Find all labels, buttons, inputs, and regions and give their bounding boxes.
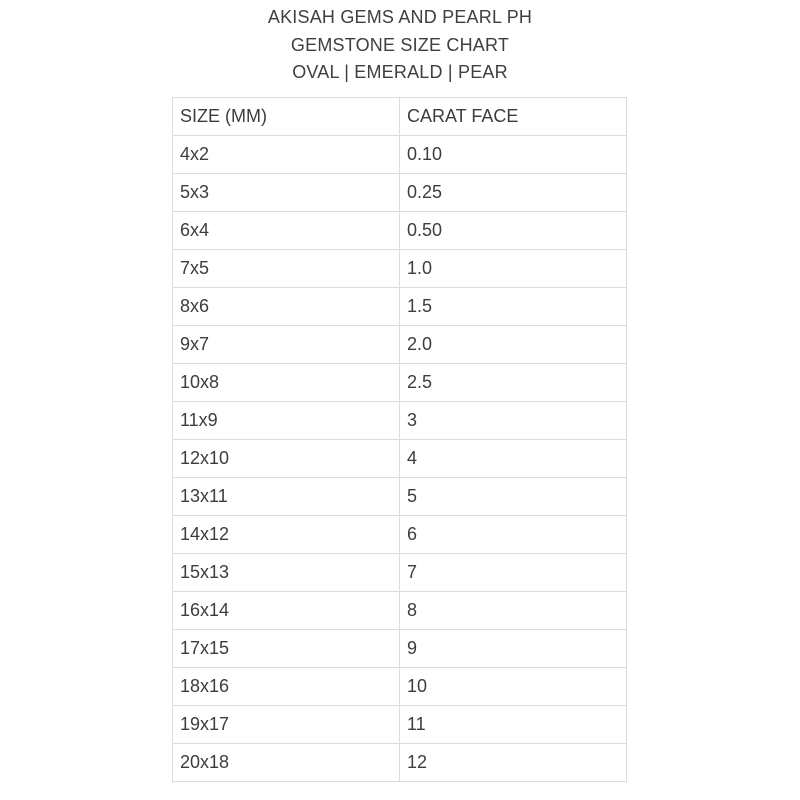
carat-cell: 6 bbox=[400, 516, 627, 554]
size-cell: 11x9 bbox=[173, 402, 400, 440]
table-row bbox=[173, 630, 627, 668]
size-chart-table bbox=[172, 97, 627, 782]
table-row bbox=[173, 402, 627, 440]
column-header-size: SIZE (MM) bbox=[173, 98, 400, 136]
size-cell: 16x14 bbox=[173, 592, 400, 630]
brand-title: AKISAH GEMS AND PEARL PH bbox=[267, 7, 533, 27]
table-row bbox=[173, 212, 627, 250]
table-row bbox=[173, 668, 627, 706]
carat-cell: 9 bbox=[400, 630, 627, 668]
size-cell: 6x4 bbox=[173, 212, 400, 250]
table-header-row bbox=[173, 98, 627, 136]
size-cell: 14x12 bbox=[173, 516, 400, 554]
table-row bbox=[173, 706, 627, 744]
table-row bbox=[173, 744, 627, 782]
carat-cell: 0.50 bbox=[400, 212, 627, 250]
table-row bbox=[173, 592, 627, 630]
carat-cell: 5 bbox=[400, 478, 627, 516]
table-row bbox=[173, 478, 627, 516]
table-row bbox=[173, 136, 627, 174]
column-header-carat: CARAT FACE bbox=[400, 98, 627, 136]
size-cell: 7x5 bbox=[173, 250, 400, 288]
size-cell: 13x11 bbox=[173, 478, 400, 516]
carat-cell: 4 bbox=[400, 440, 627, 478]
carat-cell: 0.25 bbox=[400, 174, 627, 212]
carat-cell: 3 bbox=[400, 402, 627, 440]
carat-cell: 2.5 bbox=[400, 364, 627, 402]
chart-header bbox=[0, 4, 800, 87]
size-cell: 18x16 bbox=[173, 668, 400, 706]
size-cell: 10x8 bbox=[173, 364, 400, 402]
carat-cell: 7 bbox=[400, 554, 627, 592]
table-row bbox=[173, 326, 627, 364]
size-cell: 19x17 bbox=[173, 706, 400, 744]
size-cell: 20x18 bbox=[173, 744, 400, 782]
size-cell: 15x13 bbox=[173, 554, 400, 592]
size-cell: 17x15 bbox=[173, 630, 400, 668]
carat-cell: 12 bbox=[400, 744, 627, 782]
table-body bbox=[173, 136, 627, 782]
table-row bbox=[173, 364, 627, 402]
carat-cell: 1.5 bbox=[400, 288, 627, 326]
size-cell: 4x2 bbox=[173, 136, 400, 174]
carat-cell: 8 bbox=[400, 592, 627, 630]
table-row bbox=[173, 250, 627, 288]
size-cell: 9x7 bbox=[173, 326, 400, 364]
table-row bbox=[173, 174, 627, 212]
size-cell: 5x3 bbox=[173, 174, 400, 212]
carat-cell: 2.0 bbox=[400, 326, 627, 364]
carat-cell: 0.10 bbox=[400, 136, 627, 174]
carat-cell: 11 bbox=[400, 706, 627, 744]
size-cell: 12x10 bbox=[173, 440, 400, 478]
carat-cell: 10 bbox=[400, 668, 627, 706]
shape-list: OVAL | EMERALD | PEAR bbox=[292, 62, 508, 82]
table-row bbox=[173, 516, 627, 554]
table-row bbox=[173, 440, 627, 478]
chart-title: GEMSTONE SIZE CHART bbox=[290, 34, 510, 55]
size-cell: 8x6 bbox=[173, 288, 400, 326]
carat-cell: 1.0 bbox=[400, 250, 627, 288]
table-row bbox=[173, 288, 627, 326]
table-row bbox=[173, 554, 627, 592]
